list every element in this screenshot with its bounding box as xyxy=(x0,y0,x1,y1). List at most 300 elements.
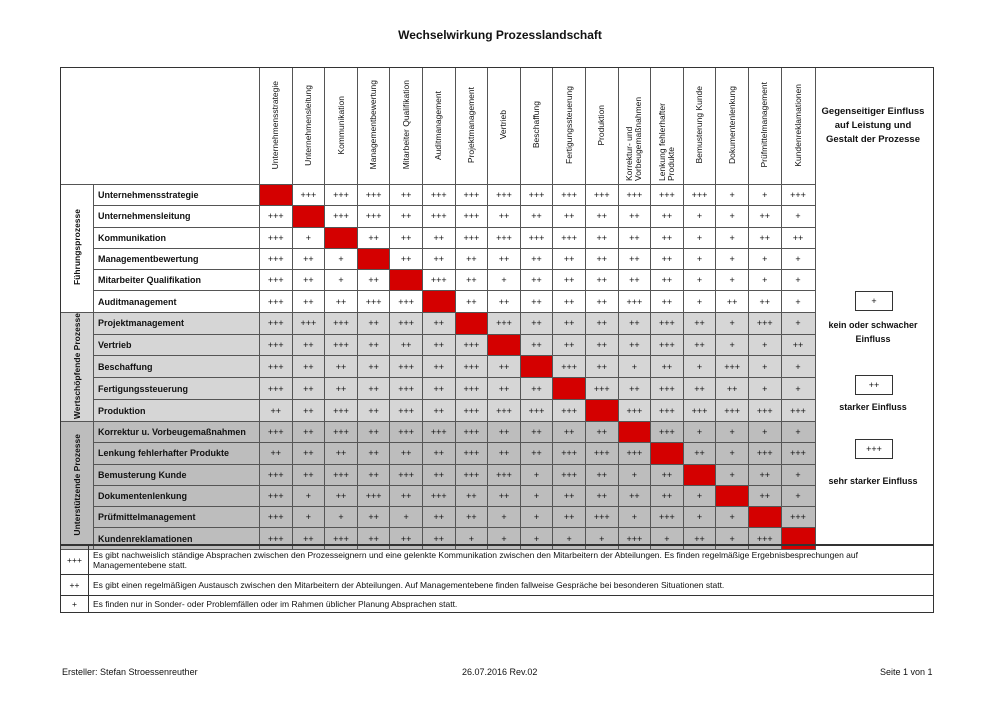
matrix-cell: + xyxy=(716,464,749,485)
matrix-cell: ++ xyxy=(422,400,455,422)
matrix-cell: + xyxy=(781,356,815,378)
matrix-cell: ++ xyxy=(618,378,651,400)
matrix-cell: ++ xyxy=(585,206,618,227)
matrix-cell: ++ xyxy=(325,443,358,464)
matrix-cell: + xyxy=(683,248,716,269)
matrix-cell: ++ xyxy=(325,485,358,506)
row-label: Dokumentenlenkung xyxy=(94,485,260,506)
matrix-cell: + xyxy=(488,270,521,291)
matrix-cell: +++ xyxy=(260,485,293,506)
matrix-cell: +++ xyxy=(292,185,325,206)
matrix-cell: ++ xyxy=(422,227,455,248)
matrix-cell: +++ xyxy=(357,206,390,227)
matrix-cell: ++ xyxy=(292,356,325,378)
matrix-cell: ++ xyxy=(488,443,521,464)
matrix-cell: +++ xyxy=(618,528,651,549)
matrix-cell: + xyxy=(618,507,651,528)
matrix-cell: +++ xyxy=(260,378,293,400)
matrix-cell: +++ xyxy=(390,312,423,334)
matrix-cell: ++ xyxy=(455,291,488,312)
matrix-cell: ++ xyxy=(422,443,455,464)
matrix-cell: +++ xyxy=(260,206,293,227)
matrix-cell: +++ xyxy=(781,185,815,206)
matrix-cell: + xyxy=(781,378,815,400)
matrix-cell: +++ xyxy=(488,312,521,334)
matrix-cell: +++ xyxy=(618,291,651,312)
matrix-cell: +++ xyxy=(651,421,684,442)
matrix-cell: ++ xyxy=(422,507,455,528)
legend-symbol-weak: + xyxy=(855,291,893,311)
matrix-cell: ++ xyxy=(553,248,586,269)
row-label: Prüfmittelmanagement xyxy=(94,507,260,528)
matrix-cell: +++ xyxy=(422,185,455,206)
matrix-cell: +++ xyxy=(748,443,781,464)
matrix-cell: +++ xyxy=(390,421,423,442)
matrix-cell: ++ xyxy=(325,291,358,312)
matrix-cell: +++ xyxy=(748,528,781,549)
matrix-cell: +++ xyxy=(260,464,293,485)
matrix-cell: ++ xyxy=(618,270,651,291)
matrix-cell: ++ xyxy=(585,270,618,291)
matrix-cell: ++ xyxy=(422,528,455,549)
matrix-cell: +++ xyxy=(520,185,553,206)
matrix-cell: +++ xyxy=(748,312,781,334)
matrix-cell: +++ xyxy=(488,400,521,422)
matrix-cell: ++ xyxy=(618,227,651,248)
legend-symbol-very-strong: +++ xyxy=(855,439,893,459)
matrix-cell: ++ xyxy=(357,270,390,291)
matrix-cell: +++ xyxy=(325,421,358,442)
note-symbol: +++ xyxy=(61,546,89,575)
matrix-cell: ++ xyxy=(422,356,455,378)
matrix-cell: ++ xyxy=(683,528,716,549)
matrix-cell: + xyxy=(520,464,553,485)
matrix-cell: ++ xyxy=(357,443,390,464)
matrix-cell: ++ xyxy=(553,270,586,291)
matrix-cell: ++ xyxy=(683,334,716,356)
matrix-cell: + xyxy=(553,528,586,549)
legend-symbol-strong: ++ xyxy=(855,375,893,395)
matrix-cell: +++ xyxy=(455,378,488,400)
matrix-cell: +++ xyxy=(390,291,423,312)
matrix-cell: ++ xyxy=(585,464,618,485)
matrix-cell: + xyxy=(325,248,358,269)
group-label: Unterstützende Prozesse xyxy=(71,433,82,536)
matrix-cell: ++ xyxy=(357,507,390,528)
matrix-cell: +++ xyxy=(488,227,521,248)
matrix-cell: ++ xyxy=(488,291,521,312)
group-label: Führungsprozesse xyxy=(71,209,82,286)
matrix-cell: + xyxy=(781,248,815,269)
matrix-cell: + xyxy=(683,507,716,528)
matrix-cell: +++ xyxy=(292,312,325,334)
matrix-cell: +++ xyxy=(422,270,455,291)
matrix-cell: + xyxy=(748,378,781,400)
column-header-label: Dokumentenlenkung xyxy=(726,86,737,164)
matrix-cell: ++ xyxy=(781,334,815,356)
matrix-cell: + xyxy=(716,528,749,549)
matrix-cell: ++ xyxy=(520,206,553,227)
matrix-cell: +++ xyxy=(260,227,293,248)
matrix-cell: ++ xyxy=(325,378,358,400)
matrix-cell: + xyxy=(716,334,749,356)
matrix-cell: + xyxy=(683,206,716,227)
matrix-cell: ++ xyxy=(292,334,325,356)
matrix-cell: + xyxy=(488,528,521,549)
matrix-cell: ++ xyxy=(651,248,684,269)
legend-notes xyxy=(60,545,934,613)
matrix-cell: ++ xyxy=(553,291,586,312)
matrix-cell: ++ xyxy=(422,378,455,400)
matrix-cell: + xyxy=(520,485,553,506)
group-label: Wertschöpfende Prozesse xyxy=(71,312,82,419)
matrix-cell: + xyxy=(716,227,749,248)
matrix-cell: ++ xyxy=(520,421,553,442)
matrix-frame xyxy=(60,67,934,545)
footer-author: Ersteller: Stefan Stroessenreuther xyxy=(62,667,198,677)
matrix-cell: ++ xyxy=(292,464,325,485)
matrix-cell: ++ xyxy=(748,227,781,248)
row-label: Unternehmensstrategie xyxy=(94,185,260,206)
matrix-cell: + xyxy=(683,356,716,378)
matrix-cell: +++ xyxy=(781,507,815,528)
matrix-cell: + xyxy=(716,248,749,269)
matrix-cell: ++ xyxy=(716,378,749,400)
matrix-cell: ++ xyxy=(748,291,781,312)
matrix-cell: ++ xyxy=(488,356,521,378)
matrix-cell: +++ xyxy=(651,400,684,422)
matrix-cell: ++ xyxy=(651,227,684,248)
matrix-cell: +++ xyxy=(390,464,423,485)
matrix-cell: +++ xyxy=(618,443,651,464)
matrix-cell: ++ xyxy=(357,464,390,485)
matrix-cell: +++ xyxy=(260,528,293,549)
matrix-cell: ++ xyxy=(781,227,815,248)
column-header-label: Fertigungssteuerung xyxy=(563,86,574,164)
matrix-cell: ++ xyxy=(292,443,325,464)
matrix-cell: + xyxy=(748,334,781,356)
row-label: Kundenreklamationen xyxy=(94,528,260,549)
matrix-cell: +++ xyxy=(325,206,358,227)
matrix-cell: +++ xyxy=(585,507,618,528)
matrix-cell: +++ xyxy=(260,248,293,269)
row-label: Korrektur u. Vorbeugemaßnahmen xyxy=(94,421,260,442)
matrix-cell: +++ xyxy=(651,334,684,356)
column-header-label: Produktion xyxy=(596,104,607,146)
matrix-cell: +++ xyxy=(651,378,684,400)
matrix-cell: ++ xyxy=(488,206,521,227)
column-header-label: Kommunikation xyxy=(335,95,346,155)
matrix-cell: ++ xyxy=(390,443,423,464)
column-header-label: Unternehmensleitung xyxy=(302,84,313,166)
matrix-cell: +++ xyxy=(488,464,521,485)
matrix-cell: ++ xyxy=(390,185,423,206)
matrix-cell: + xyxy=(781,464,815,485)
matrix-cell: ++ xyxy=(520,248,553,269)
matrix-cell: + xyxy=(488,507,521,528)
matrix-cell: ++ xyxy=(292,421,325,442)
matrix-cell: +++ xyxy=(325,185,358,206)
matrix-cell: +++ xyxy=(455,356,488,378)
note-text: Es gibt einen regelmäßigen Austausch zwischen den Mitarbeitern der Abteilungen. Auf Managementebene finden fallweise Gespräche bei besonderen Situationen statt. xyxy=(89,575,934,596)
matrix-cell: +++ xyxy=(325,312,358,334)
matrix-cell: ++ xyxy=(292,291,325,312)
matrix-cell: +++ xyxy=(553,227,586,248)
column-header-label: Bemusterung Kunde xyxy=(694,86,705,164)
matrix-cell: +++ xyxy=(781,443,815,464)
matrix-cell: +++ xyxy=(357,291,390,312)
matrix-cell: + xyxy=(716,421,749,442)
matrix-cell: +++ xyxy=(422,485,455,506)
matrix-cell: ++ xyxy=(455,485,488,506)
matrix-cell: ++ xyxy=(618,312,651,334)
matrix-cell: ++ xyxy=(422,248,455,269)
matrix-cell: + xyxy=(748,185,781,206)
column-header-label: Prüfmittelmanagement xyxy=(759,82,770,168)
matrix-cell: ++ xyxy=(390,206,423,227)
footer-page: Seite 1 von 1 xyxy=(880,667,933,677)
matrix-cell: ++ xyxy=(488,378,521,400)
row-label: Projektmanagement xyxy=(94,312,260,334)
matrix-cell: +++ xyxy=(651,312,684,334)
matrix-cell: +++ xyxy=(520,227,553,248)
column-header-label: Lenkung fehlerhafter Produkte xyxy=(657,103,676,181)
matrix-cell: +++ xyxy=(455,464,488,485)
legend-text-strong: starker Einfluss xyxy=(839,402,907,412)
row-label: Mitarbeiter Qualifikation xyxy=(94,270,260,291)
matrix-cell: +++ xyxy=(618,185,651,206)
matrix-cell: +++ xyxy=(520,400,553,422)
column-header-label: Managementbewertung xyxy=(368,80,379,170)
matrix-cell: ++ xyxy=(651,356,684,378)
matrix-cell: +++ xyxy=(455,185,488,206)
matrix-cell: +++ xyxy=(325,334,358,356)
matrix-cell: ++ xyxy=(585,421,618,442)
matrix-cell: ++ xyxy=(357,378,390,400)
matrix-cell: ++ xyxy=(292,248,325,269)
legend-text-weak: kein oder schwacher Einfluss xyxy=(828,320,918,344)
matrix-cell: +++ xyxy=(325,400,358,422)
matrix-cell: + xyxy=(455,528,488,549)
matrix-cell: +++ xyxy=(357,185,390,206)
matrix-cell: +++ xyxy=(716,400,749,422)
matrix-cell: ++ xyxy=(651,270,684,291)
matrix-cell: ++ xyxy=(553,206,586,227)
matrix-cell: +++ xyxy=(422,421,455,442)
matrix-cell: + xyxy=(716,206,749,227)
matrix-cell: + xyxy=(390,507,423,528)
matrix-cell: ++ xyxy=(260,400,293,422)
matrix-cell: ++ xyxy=(520,443,553,464)
matrix-cell: + xyxy=(325,270,358,291)
matrix-cell: + xyxy=(748,270,781,291)
matrix-cell: +++ xyxy=(455,206,488,227)
side-panel-title: Gegenseitiger Einfluss auf Leistung und Gestalt der Prozesse xyxy=(821,106,925,145)
matrix-cell: + xyxy=(716,185,749,206)
matrix-cell: ++ xyxy=(357,528,390,549)
matrix-cell: ++ xyxy=(748,206,781,227)
matrix-cell: +++ xyxy=(553,185,586,206)
matrix-cell: ++ xyxy=(748,485,781,506)
matrix-cell: + xyxy=(618,464,651,485)
note-symbol: + xyxy=(61,596,89,613)
column-header-label: Projektmanagement xyxy=(465,86,476,164)
matrix-cell: ++ xyxy=(520,378,553,400)
matrix-cell: ++ xyxy=(553,421,586,442)
matrix-cell: + xyxy=(292,227,325,248)
matrix-cell: ++ xyxy=(553,334,586,356)
matrix-cell: + xyxy=(292,485,325,506)
matrix-cell: +++ xyxy=(260,312,293,334)
matrix-cell: ++ xyxy=(651,464,684,485)
row-label: Produktion xyxy=(94,400,260,422)
matrix-cell: ++ xyxy=(683,378,716,400)
row-label: Kommunikation xyxy=(94,227,260,248)
matrix-cell: ++ xyxy=(683,443,716,464)
matrix-cell: +++ xyxy=(260,507,293,528)
column-header-label: Korrektur- und Vorbeugemaßnahmen xyxy=(624,96,644,181)
matrix-cell: +++ xyxy=(488,185,521,206)
matrix-cell: +++ xyxy=(455,400,488,422)
matrix-cell: +++ xyxy=(390,400,423,422)
column-header-label: Mitarbeiter Qualifikation xyxy=(400,80,411,170)
matrix-cell: + xyxy=(618,356,651,378)
matrix-cell: +++ xyxy=(651,507,684,528)
page-title: Wechselwirkung Prozesslandschaft xyxy=(398,28,602,42)
matrix-cell: + xyxy=(716,270,749,291)
matrix-cell: ++ xyxy=(585,356,618,378)
matrix-cell: ++ xyxy=(553,507,586,528)
matrix-cell: ++ xyxy=(585,334,618,356)
column-header-label: Beschaffung xyxy=(531,101,542,149)
matrix-cell: + xyxy=(748,421,781,442)
matrix-cell: ++ xyxy=(390,334,423,356)
matrix-cell: ++ xyxy=(488,248,521,269)
footer-date: 26.07.2016 Rev.02 xyxy=(462,667,538,677)
matrix-cell: ++ xyxy=(390,528,423,549)
row-label: Lenkung fehlerhafter Produkte xyxy=(94,443,260,464)
row-label: Auditmanagement xyxy=(94,291,260,312)
matrix-cell: + xyxy=(781,312,815,334)
column-header-label: Auditmanagement xyxy=(433,90,444,160)
matrix-cell: + xyxy=(748,248,781,269)
matrix-cell: ++ xyxy=(422,334,455,356)
matrix-cell: ++ xyxy=(488,421,521,442)
row-label: Managementbewertung xyxy=(94,248,260,269)
matrix-cell: +++ xyxy=(781,400,815,422)
matrix-cell: ++ xyxy=(357,312,390,334)
matrix-cell: +++ xyxy=(553,400,586,422)
matrix-cell: +++ xyxy=(585,443,618,464)
matrix-cell: ++ xyxy=(618,485,651,506)
matrix-cell: + xyxy=(651,528,684,549)
matrix-cell: +++ xyxy=(585,378,618,400)
note-row xyxy=(61,546,934,575)
matrix-cell: +++ xyxy=(683,185,716,206)
matrix-cell: ++ xyxy=(357,334,390,356)
matrix-cell: +++ xyxy=(455,421,488,442)
matrix-cell: ++ xyxy=(553,312,586,334)
matrix-cell: ++ xyxy=(520,291,553,312)
matrix-cell: +++ xyxy=(260,356,293,378)
matrix-cell: + xyxy=(683,485,716,506)
matrix-cell: +++ xyxy=(553,464,586,485)
matrix-cell: + xyxy=(781,270,815,291)
matrix-cell: +++ xyxy=(553,356,586,378)
matrix-cell: + xyxy=(520,507,553,528)
row-label: Beschaffung xyxy=(94,356,260,378)
note-row xyxy=(61,575,934,596)
note-text: Es gibt nachweislich ständige Absprachen zwischen den Prozesseignern und eine gelenkte Kommunikation zwischen den Mitarbeitern der Abteilungen. Es finden regelmäßige Ergebnisbesprechungen auf Managementebene statt. xyxy=(89,546,934,575)
matrix-cell: ++ xyxy=(585,485,618,506)
matrix-cell: ++ xyxy=(455,507,488,528)
matrix-cell: ++ xyxy=(292,270,325,291)
matrix-cell: ++ xyxy=(651,291,684,312)
legend-text-very-strong: sehr starker Einfluss xyxy=(828,476,918,486)
note-row xyxy=(61,596,934,613)
matrix-cell: ++ xyxy=(390,227,423,248)
row-label: Unternehmensleitung xyxy=(94,206,260,227)
matrix-cell: ++ xyxy=(618,248,651,269)
matrix-cell: +++ xyxy=(455,334,488,356)
matrix-cell: ++ xyxy=(585,248,618,269)
matrix-cell: ++ xyxy=(292,400,325,422)
matrix-cell: +++ xyxy=(260,334,293,356)
matrix-cell: ++ xyxy=(585,291,618,312)
matrix-cell: + xyxy=(716,312,749,334)
matrix-cell: ++ xyxy=(716,291,749,312)
matrix-cell: ++ xyxy=(357,227,390,248)
matrix-cell: ++ xyxy=(618,334,651,356)
matrix-cell: ++ xyxy=(357,356,390,378)
matrix-cell: ++ xyxy=(390,248,423,269)
matrix-cell: + xyxy=(292,507,325,528)
matrix-cell: ++ xyxy=(455,248,488,269)
row-label: Bemusterung Kunde xyxy=(94,464,260,485)
matrix-cell: ++ xyxy=(651,206,684,227)
matrix-cell: + xyxy=(683,291,716,312)
matrix-cell: + xyxy=(683,421,716,442)
matrix-cell: + xyxy=(325,507,358,528)
row-label: Vertrieb xyxy=(94,334,260,356)
note-symbol: ++ xyxy=(61,575,89,596)
matrix-cell: ++ xyxy=(585,227,618,248)
matrix-cell: + xyxy=(716,507,749,528)
matrix-cell: +++ xyxy=(455,443,488,464)
matrix-cell: +++ xyxy=(748,400,781,422)
matrix-cell: +++ xyxy=(260,270,293,291)
matrix-cell: + xyxy=(781,485,815,506)
matrix-cell: ++ xyxy=(585,312,618,334)
matrix-cell: + xyxy=(683,227,716,248)
matrix-cell: +++ xyxy=(390,378,423,400)
matrix-cell: ++ xyxy=(455,270,488,291)
matrix-cell: ++ xyxy=(488,485,521,506)
matrix-cell: + xyxy=(716,443,749,464)
matrix-cell: ++ xyxy=(748,464,781,485)
column-header-label: Kundenreklamationen xyxy=(792,83,803,167)
matrix-cell: + xyxy=(781,206,815,227)
matrix-cell: + xyxy=(520,528,553,549)
matrix-cell: +++ xyxy=(455,227,488,248)
matrix-cell: ++ xyxy=(520,270,553,291)
matrix-cell: + xyxy=(683,270,716,291)
matrix-cell: +++ xyxy=(683,400,716,422)
column-header-label: Vertrieb xyxy=(498,110,509,140)
matrix-cell: +++ xyxy=(325,528,358,549)
matrix-cell: ++ xyxy=(520,312,553,334)
matrix-cell: +++ xyxy=(651,185,684,206)
